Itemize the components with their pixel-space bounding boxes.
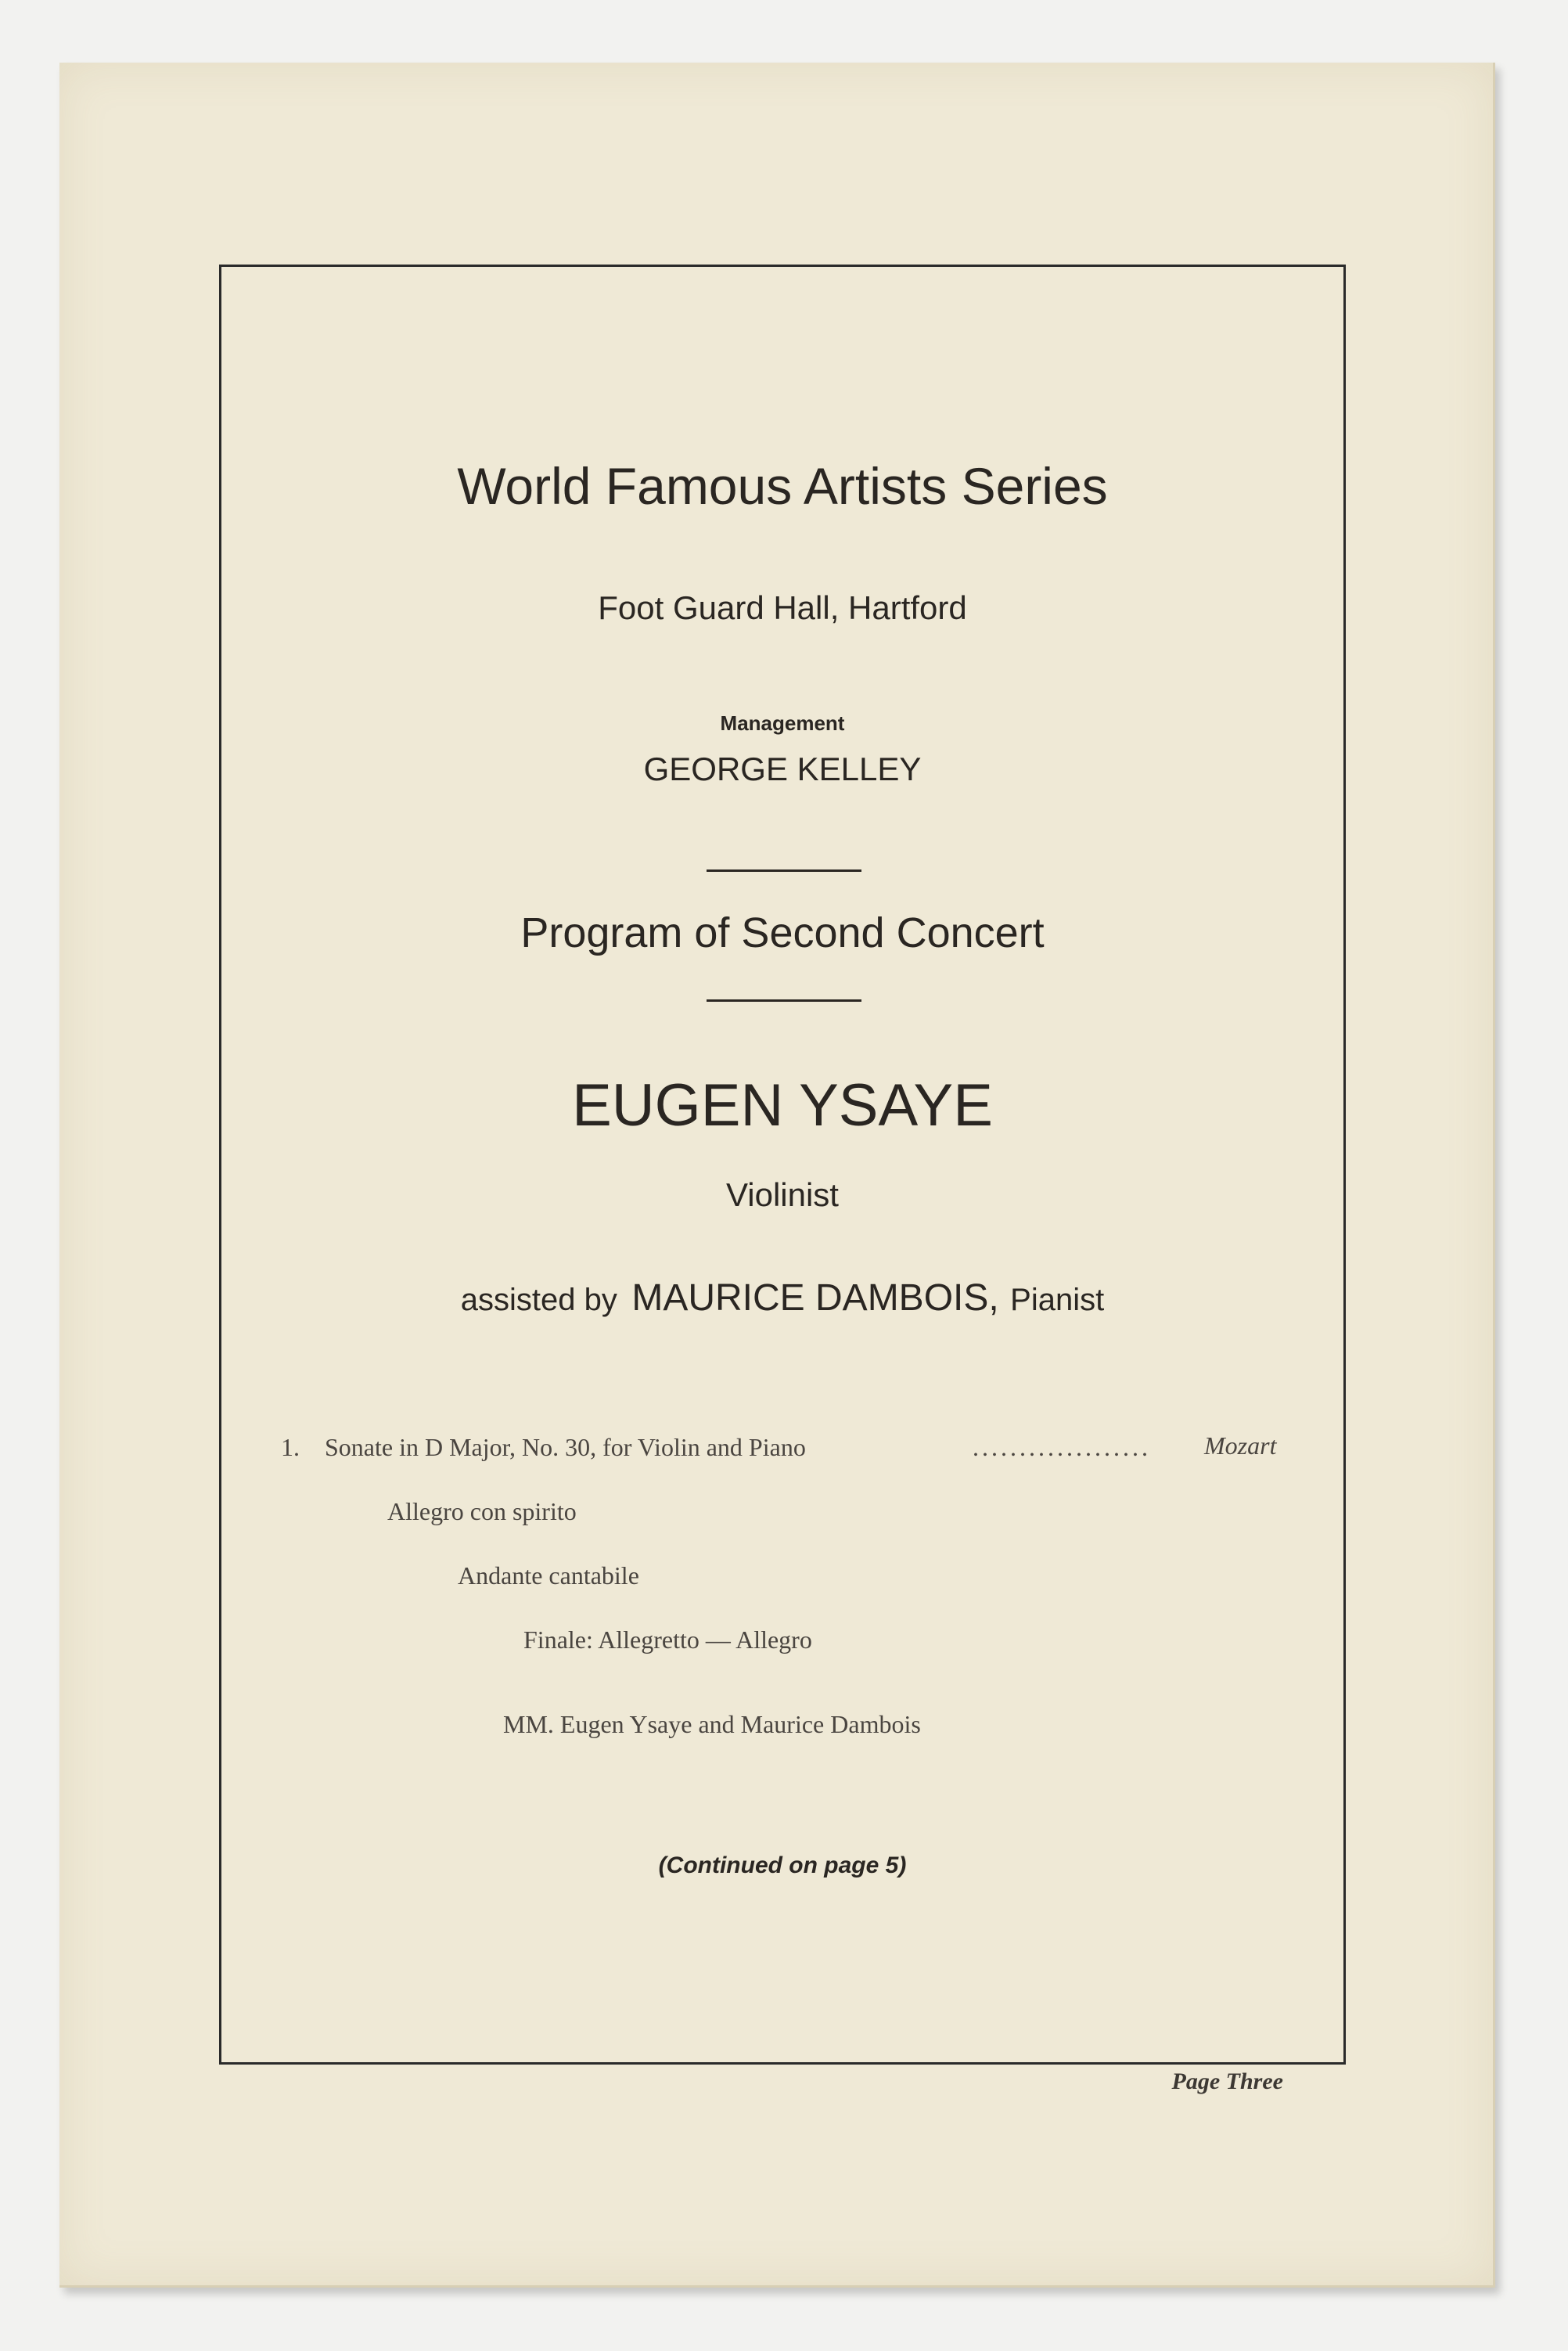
page-number-label: Page Three bbox=[1171, 2068, 1283, 2094]
dotted-leader: ................... bbox=[973, 1433, 1151, 1461]
program-title: Program of Second Concert bbox=[520, 909, 1045, 956]
divider-top bbox=[707, 869, 861, 872]
assistant-name: MAURICE DAMBOIS, bbox=[631, 1277, 999, 1319]
divider-bottom bbox=[707, 999, 861, 1002]
movement-1: Allegro con spirito bbox=[387, 1497, 577, 1525]
artist-name: EUGEN YSAYE bbox=[572, 1072, 993, 1139]
movement-2: Andante cantabile bbox=[458, 1561, 639, 1590]
composer-name: Mozart bbox=[1204, 1431, 1277, 1460]
manager-name: GEORGE KELLEY bbox=[643, 751, 922, 787]
continued-note: (Continued on page 5) bbox=[658, 1852, 907, 1878]
program-item-number: 1. bbox=[281, 1433, 300, 1461]
page-border-frame bbox=[219, 265, 1346, 2065]
artist-role: Violinist bbox=[726, 1176, 839, 1213]
assistant-role: Pianist bbox=[1010, 1283, 1105, 1317]
assisted-by-line bbox=[221, 1276, 1343, 1320]
venue: Foot Guard Hall, Hartford bbox=[598, 589, 967, 626]
movement-3: Finale: Allegretto — Allegro bbox=[523, 1626, 812, 1654]
series-title: World Famous Artists Series bbox=[457, 457, 1108, 515]
assisted-prefix: assisted by bbox=[460, 1283, 617, 1317]
program-work-title: Sonate in D Major, No. 30, for Violin and Piano bbox=[325, 1433, 806, 1461]
management-label: Management bbox=[720, 711, 845, 735]
performers-line: MM. Eugen Ysaye and Maurice Dambois bbox=[503, 1710, 921, 1738]
